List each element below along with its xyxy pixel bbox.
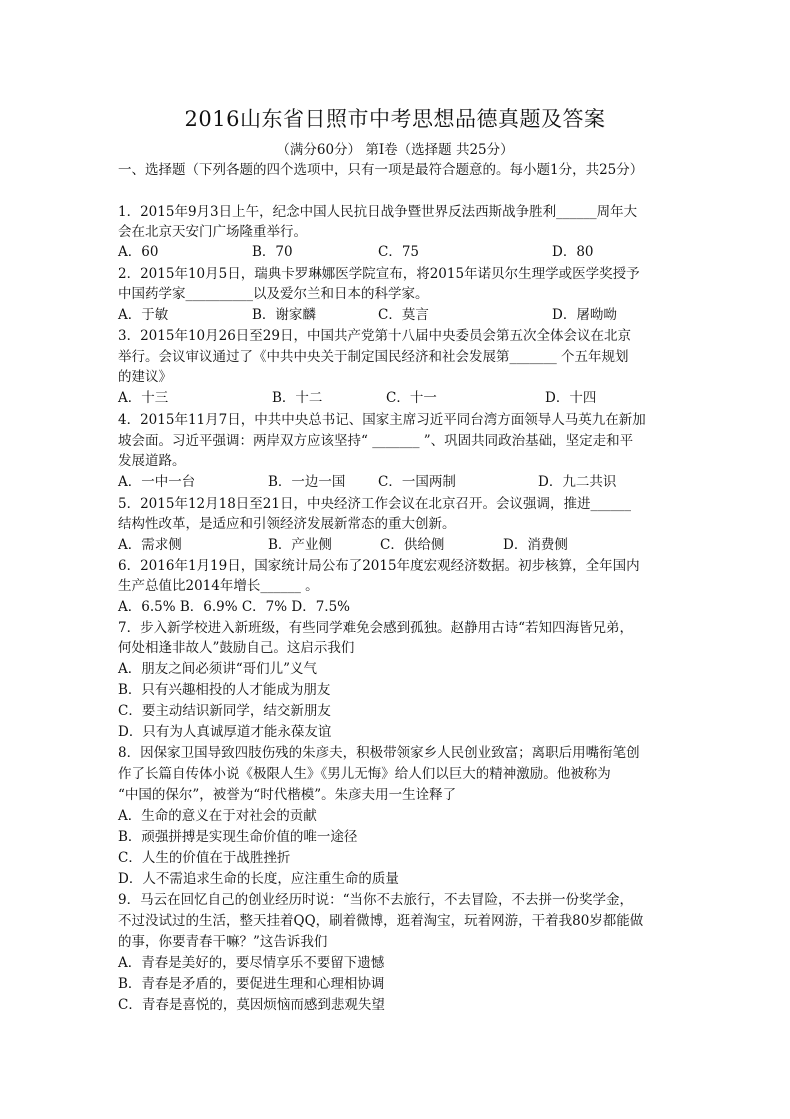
q9-option-a: A．青春是美好的，要尽情享乐不要留下遗憾 [118, 955, 385, 971]
q4-option-b: B．一边一国 [268, 474, 346, 490]
q5-option-b: B．产业侧 [268, 537, 332, 553]
q8-option-b: B．顽强拼搏是实现生命价值的唯一途径 [118, 829, 358, 845]
q4-option-a: A．一中一台 [118, 474, 196, 490]
q6-line-1: 6．2016年1月19日，国家统计局公布了2015年度宏观经济数据。初步核算，全年国内 [118, 558, 640, 574]
q2-option-b: B．谢家麟 [252, 307, 316, 323]
q9-line-3: 的事，你要青春干嘛？”这告诉我们 [118, 934, 328, 950]
q4-line-2: 坡会面。习近平强调：两岸双方应该坚持“ _______ ”、巩固共同政治基础，坚定走和平 [118, 433, 634, 449]
q3-line-1: 3．2015年10月26日至29日，中国共产党第十八届中央委员会第五次全体会议在北京 [118, 328, 631, 344]
q6-line-2: 生产总值比2014年增长______ 。 [118, 578, 319, 594]
q4-line-1: 4．2015年11月7日，中共中央总书记、国家主席习近平同台湾方面领导人马英九在新加 [118, 412, 646, 428]
q9-line-1: 9．马云在回忆自己的创业经历时说：“当你不去旅行，不去冒险，不去拼一份奖学金， [118, 892, 633, 908]
q1-line-1: 1．2015年9月3日上午，纪念中国人民抗日战争暨世界反法西斯战争胜利______周年大 [118, 204, 638, 220]
q7-option-b: B．只有兴趣相投的人才能成为朋友 [118, 682, 331, 698]
q1-option-d: D．80 [552, 244, 594, 260]
q7-option-c: C．要主动结识新同学，结交新朋友 [118, 703, 331, 719]
q5-option-a: A．需求侧 [118, 537, 182, 553]
q8-line-3: “中国的保尔”，被誉为“时代楷模”。朱彦夫用一生诠释了 [118, 787, 457, 803]
q3-line-2: 举行。会议审议通过了《中共中央关于制定国民经济和社会发展第_______ 个五年规划 [118, 349, 629, 365]
q2-line-1: 2．2015年10月5日，瑞典卡罗琳娜医学院宣布，将2015年诺贝尔生理学或医学奖授予 [118, 266, 640, 282]
q5-line-2: 结构性改革，是适应和引领经济发展新常态的重大创新。 [118, 516, 456, 532]
q1-option-c: C．75 [378, 244, 420, 260]
q8-line-1: 8．因保家卫国导致四肢伤残的朱彦夫，积极带领家乡人民创业致富；离职后用嘴衔笔创 [118, 745, 640, 761]
q1-option-a: A．60 [118, 244, 159, 260]
q2-option-d: D．屠呦呦 [552, 307, 617, 323]
q4-line-3: 发展道路。 [118, 453, 186, 469]
q3-line-3: 的建议》 [118, 369, 172, 385]
q2-option-a: A．于敏 [118, 307, 169, 323]
q5-option-c: C．供给侧 [380, 537, 445, 553]
q9-option-c: C．青春是喜悦的，莫因烦恼而感到悲观失望 [118, 997, 385, 1013]
q7-option-a: A．朋友之间必须讲“哥们儿”义气 [118, 661, 318, 677]
q5-line-1: 5．2015年12月18日至21日，中央经济工作会议在北京召开。会议强调，推进______ [118, 496, 631, 512]
q8-option-d: D．人不需追求生命的长度，应注重生命的质量 [118, 871, 399, 887]
exam-subtitle: （满分60分） 第Ⅰ卷（选择题 共25分） [276, 142, 514, 158]
q6-options: A．6.5% B．6.9% C．7% D．7.5% [118, 599, 351, 615]
q3-option-c: C．十一 [386, 390, 437, 406]
q3-option-a: A．十三 [118, 390, 169, 406]
q7-line-1: 7．步入新学校进入新班级，有些同学难免会感到孤独。赵静用古诗“若知四海皆兄弟， [118, 620, 633, 636]
q9-line-2: 不过没试过的生活，整天挂着QQ，刷着微博，逛着淘宝，玩着网游，干着我80岁都能做 [118, 913, 644, 929]
q1-option-b: B．70 [252, 244, 293, 260]
q7-option-d: D．只有为人真诚厚道才能永葆友谊 [118, 724, 332, 740]
q2-option-c: C．莫言 [378, 307, 429, 323]
q8-option-a: A．生命的意义在于对社会的贡献 [118, 808, 317, 824]
q9-option-b: B．青春是矛盾的，要促进生理和心理相协调 [118, 976, 385, 992]
q2-line-2: 中国药学家__________以及爱尔兰和日本的科学家。 [118, 286, 429, 302]
q1-line-2: 会在北京天安门广场隆重举行。 [118, 224, 307, 240]
section-heading: 一、选择题（下列各题的四个选项中，只有一项是最符合题意的。每小题1分，共25分） [118, 162, 644, 178]
q7-line-2: 何处相逢非故人”鼓励自己。这启示我们 [118, 640, 355, 656]
q4-option-d: D．九二共识 [538, 474, 617, 490]
q8-line-2: 作了长篇自传体小说《极限人生》《男儿无悔》给人们以巨大的精神激励。他被称为 [118, 766, 611, 782]
q3-option-b: B．十二 [272, 390, 323, 406]
page-title: 2016山东省日照市中考思想品德真题及答案 [184, 107, 606, 131]
q3-option-d: D．十四 [545, 390, 597, 406]
q5-option-d: D．消费侧 [503, 537, 568, 553]
q4-option-c: C．一国两制 [378, 474, 456, 490]
q8-option-c: C．人生的价值在于战胜挫折 [118, 850, 291, 866]
